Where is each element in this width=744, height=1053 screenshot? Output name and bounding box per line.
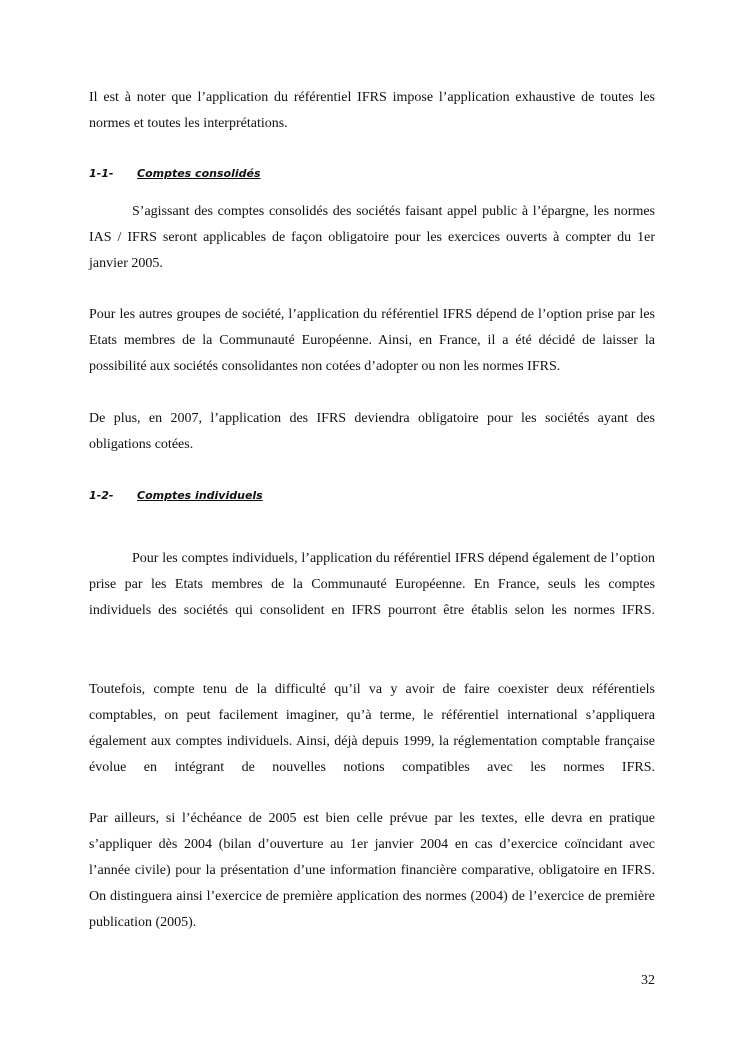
section-number: 1-2- [89, 489, 114, 502]
page-number: 32 [641, 973, 655, 988]
section-number: 1-1- [89, 167, 114, 180]
individual-paragraph-3: Par ailleurs, si l’échéance de 2005 est bien celle prévue par les textes, elle devra en pratique s’appliquer dès 2004 (bilan d’ouverture au 1er janvier 2004 en cas d’exercice coïncidant avec l’année civile) pour la présentation d’une information financière comparative, obligatoire en IFRS. On distinguera ainsi l’exercice de première application des normes (2004) de l’exercice de première publication (2005). [89, 811, 655, 930]
section-heading-consolidated [89, 167, 261, 180]
individual-paragraph-1: Pour les comptes individuels, l’application du référentiel IFRS dépend également de l’option prise par les Etats membres de la Communauté Européenne. En France, seuls les comptes individuels des sociétés qui consolident en IFRS pourront être établis selon les normes IFRS. [89, 551, 655, 618]
consolidated-paragraph-2: Pour les autres groupes de société, l’application du référentiel IFRS dépend de l’option prise par les Etats membres de la Communauté Européenne. Ainsi, en France, il a été décidé de laisser la possibilité aux sociétés consolidantes non cotées d’adopter ou non les normes IFRS. [89, 307, 655, 374]
individual-paragraph-2: Toutefois, compte tenu de la difficulté qu’il va y avoir de faire coexister deux référentiels comptables, on peut facilement imaginer, qu’à terme, le référentiel international s’appliquera également aux comptes individuels. Ainsi, déjà depuis 1999, la réglementation comptable française évolue en intégrant de nouvelles notions compatibles avec les normes IFRS. [89, 682, 655, 775]
consolidated-paragraph-3: De plus, en 2007, l’application des IFRS deviendra obligatoire pour les sociétés ayant des obligations cotées. [89, 411, 655, 452]
intro-paragraph: Il est à noter que l’application du référentiel IFRS impose l’application exhaustive de toutes les normes et toutes les interprétations. [89, 90, 655, 131]
section-title: Comptes individuels [137, 489, 263, 502]
consolidated-paragraph-1: S’agissant des comptes consolidés des sociétés faisant appel public à l’épargne, les normes IAS / IFRS seront applicables de façon obligatoire pour les exercices ouverts à compter du 1er janvier 2005. [89, 204, 655, 271]
section-heading-individual [89, 489, 263, 502]
section-title: Comptes consolidés [137, 167, 261, 180]
